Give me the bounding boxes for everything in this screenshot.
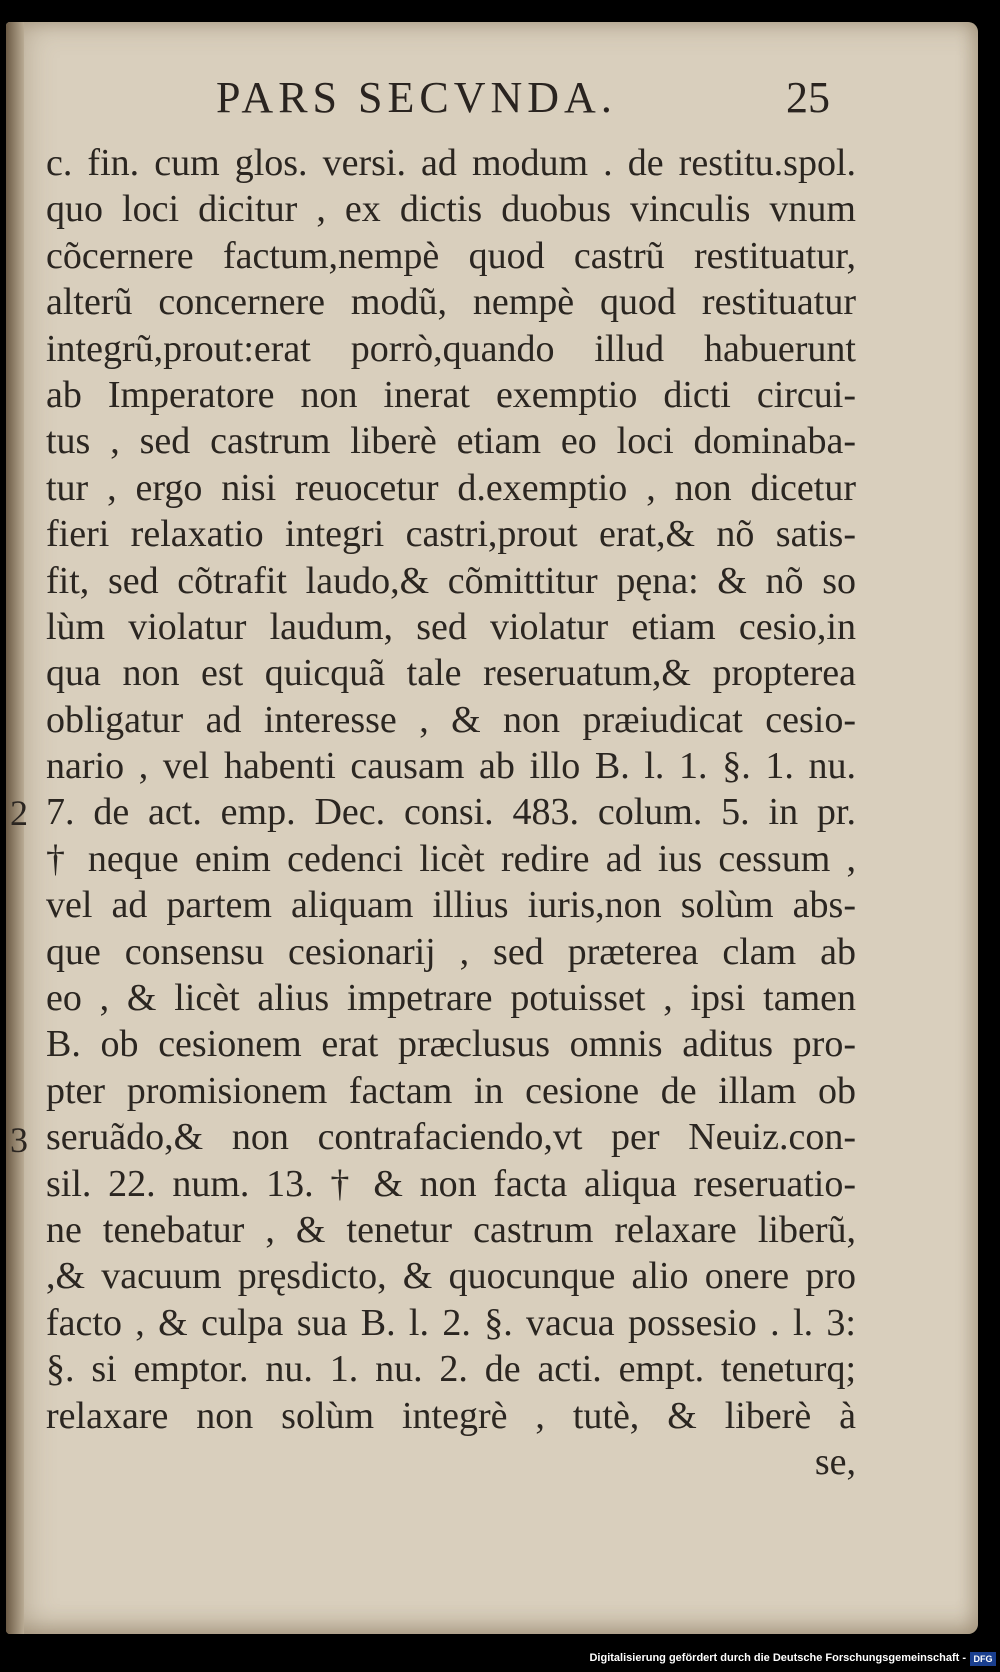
text-line: fieri relaxatio integri castri,prout erat,& nõ satis- (46, 513, 856, 556)
text-line: facto , & culpa sua B. l. 2. §. vacua possesio . l. 3: (46, 1301, 856, 1344)
text-line: fit, sed cõtrafit laudo,& cõmittitur pęna: & nõ so (46, 559, 856, 602)
text-line: pter promisionem factam in cesione de illam ob (46, 1069, 856, 1112)
text-line: ,& vacuum pręsdicto, & quocunque alio onere pro (46, 1255, 856, 1298)
text-line: † neque enim cedenci licèt redire ad ius cessum , (46, 837, 856, 880)
running-head: PARS SECVNDA. (216, 73, 617, 122)
text-line: que consensu cesionarij , sed prӕterea clam ab (46, 930, 856, 973)
page-number: 25 (786, 73, 830, 122)
margin-note-number: 3 (10, 1120, 28, 1160)
catchword: se, (814, 1440, 856, 1483)
text-line: tur , ergo nisi reuocetur d.exemptio , non dicetur (46, 466, 856, 509)
text-line: vel ad partem aliquam illius iuris,non solùm abs- (46, 884, 856, 927)
text-line: cõcernere factum,nempè quod castrũ restituatur, (46, 234, 856, 277)
text-line: nario , vel habenti causam ab illo B. l. 1. §. 1. nu. (46, 745, 856, 788)
book-page (6, 22, 978, 1634)
text-line: relaxare non solùm integrè , tutè, & liberè à (46, 1394, 856, 1437)
body-text (46, 140, 856, 1485)
funding-note: Digitalisierung gefördert durch die Deutsche Forschungsgemeinschaft - (589, 1652, 966, 1664)
text-line: §. si emptor. nu. 1. nu. 2. de acti. empt. teneturq; (46, 1348, 856, 1391)
text-line: quo loci dicitur , ex dictis duobus vinculis vnum (46, 188, 856, 231)
margin-note-number: 2 (10, 793, 28, 833)
text-line: obligatur ad interesse , & non præiudicat cesio- (46, 698, 856, 741)
page-header (6, 72, 978, 128)
text-line: sil. 22. num. 13. † & non facta aliqua reseruatio- (46, 1162, 856, 1205)
text-line: ab Imperatore non inerat exemptio dicti circui- (46, 373, 856, 416)
text-line: eo , & licèt alius impetrare potuisset , ipsi tamen (46, 977, 856, 1020)
text-line: c. fin. cum glos. versi. ad modum . de restitu.spol. (46, 142, 856, 184)
text-line: tus , sed castrum liberè etiam eo loci dominaba- (46, 420, 856, 463)
text-line: 7. de act. emp. Dec. consi. 483. colum. 5. in pr. (46, 791, 856, 834)
text-line: qua non est quicquã tale reseruatum,& propterea (46, 652, 856, 695)
text-line: seruãdo,& non contrafaciendo,vt per Neuiz.con- (46, 1116, 856, 1159)
text-line: B. ob cesionem erat præclusus omnis aditus pro- (46, 1023, 856, 1066)
text-line: ne tenebatur , & tenetur castrum relaxare liberũ, (46, 1208, 856, 1251)
text-line: lùm violatur laudum, sed violatur etiam cesio,in (46, 605, 856, 648)
digitization-footer (0, 1648, 1000, 1672)
dfg-logo: DFG (970, 1652, 996, 1666)
text-line: integrũ,prout:erat porrò,quando illud habuerunt (46, 327, 856, 370)
text-line: alterũ concernere modũ, nempè quod restituatur (46, 281, 856, 324)
